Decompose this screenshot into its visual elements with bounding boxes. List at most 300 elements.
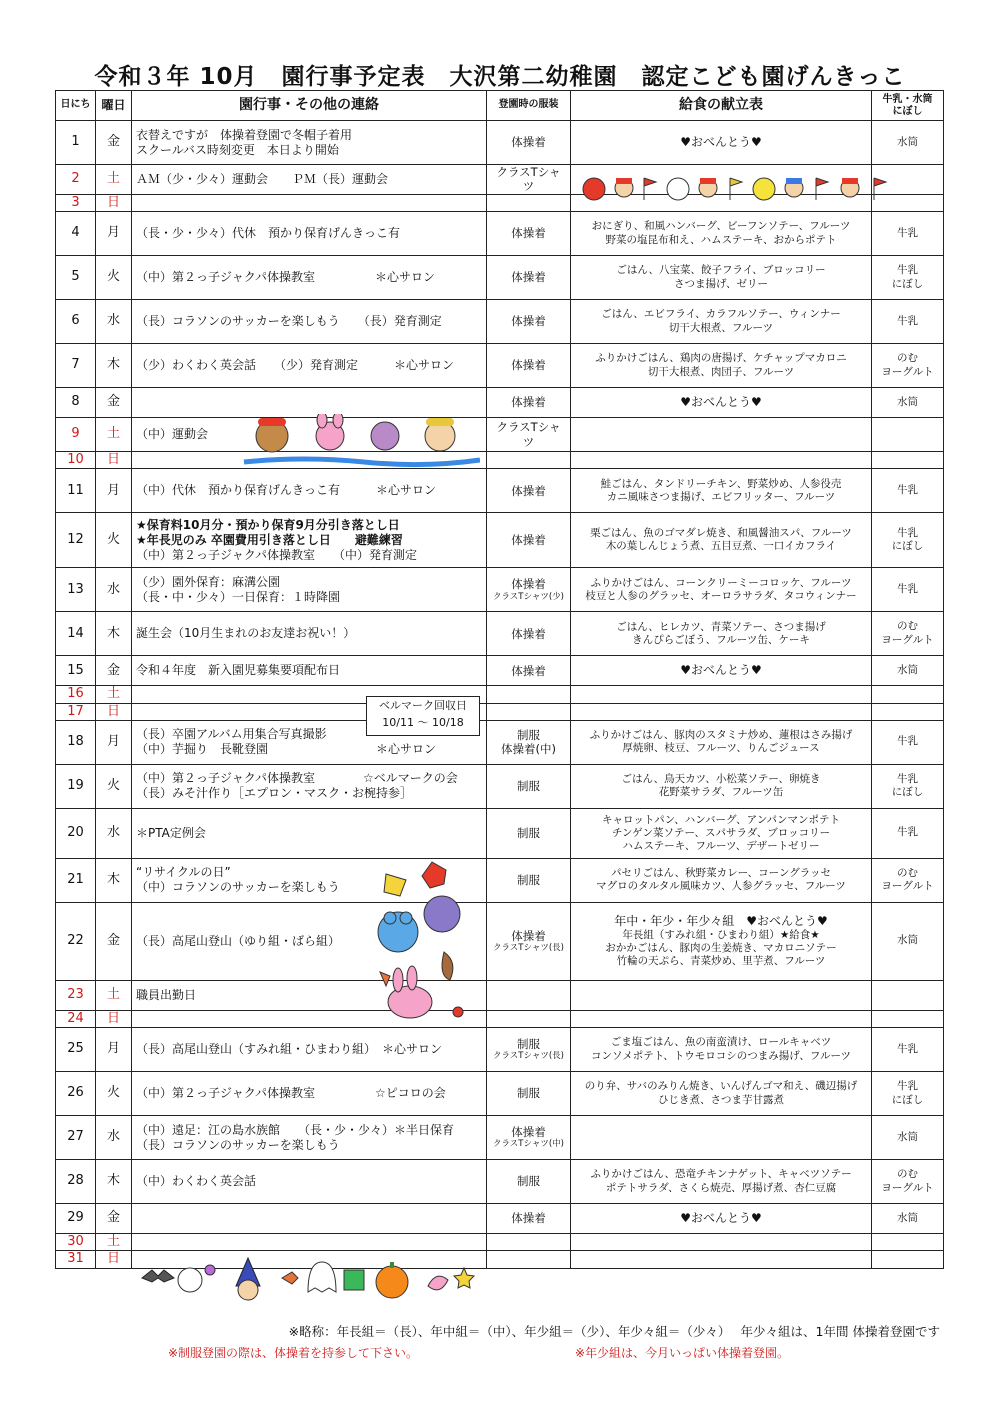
day-cell: 4 [56, 212, 96, 256]
events-cell [132, 808, 487, 858]
menu-line: ごはん、エビフライ、カラフルソテー、ウィンナー [601, 308, 841, 321]
dress-subtext: クラスTシャツ(中) [493, 1139, 564, 1150]
milk-cell: 牛乳 [872, 1028, 944, 1072]
milk-cell: 水筒 [872, 121, 944, 165]
milk-cell: のむ ヨーグルト [872, 344, 944, 388]
weekday-cell: 月 [96, 720, 132, 764]
day-cell: 19 [56, 764, 96, 808]
dress-cell [487, 858, 571, 902]
dress-cell [487, 418, 571, 452]
events-cell [132, 1072, 487, 1116]
day-cell: 7 [56, 344, 96, 388]
day-cell: 3 [56, 194, 96, 211]
milk-cell: 牛乳 [872, 720, 944, 764]
dress-text: 体操着 [511, 928, 546, 943]
dress-text: 制服 体操着(中) [501, 727, 556, 757]
dress-cell [487, 121, 571, 165]
milk-cell: のむ ヨーグルト [872, 1160, 944, 1204]
menu-line: 切干大根煮、肉団子、フルーツ [647, 365, 795, 378]
milk-cell [872, 686, 944, 703]
header-menu: 給食の献立表 [571, 91, 872, 121]
weekday-cell: 土 [96, 165, 132, 195]
events-cell [132, 764, 487, 808]
dress-text: 制服 [517, 826, 540, 841]
menu-line: ひじき煮、さつま芋甘露煮 [658, 1093, 784, 1106]
dress-cell [487, 1204, 571, 1234]
dress-text: 体操着 [511, 533, 546, 548]
dress-cell [487, 1028, 571, 1072]
dress-subtext: クラスTシャツ(長) [493, 943, 564, 954]
weekday-cell: 水 [96, 300, 132, 344]
events-cell [132, 256, 487, 300]
table-row [56, 1010, 944, 1027]
dress-text: 体操着 [511, 226, 546, 241]
milk-cell: 牛乳 [872, 300, 944, 344]
table-row [56, 469, 944, 513]
menu-line: 年長組（すみれ組・ひまわり組）★給食★ [622, 929, 820, 942]
weekday-cell: 木 [96, 612, 132, 656]
menu-line: ふりかけごはん、恐竜チキンナゲット、キャベツソテー [590, 1168, 852, 1181]
event-line: （中）運動会 [136, 427, 209, 441]
table-row [56, 686, 944, 703]
menu-line: ♥おべんとう♥ [680, 1211, 762, 1225]
weekday-cell: 水 [96, 568, 132, 612]
dress-text: クラスTシャツ [496, 165, 561, 194]
menu-line: 鮭ごはん、タンドリーチキン、野菜炒め、人参役売 [600, 477, 842, 490]
dress-text: 体操着 [511, 1125, 546, 1139]
event-line: （中）遠足：江の島水族館 （長・少・少々）＊半日保育 [136, 1122, 455, 1137]
dress-cell [487, 612, 571, 656]
dress-cell [487, 1251, 571, 1268]
menu-cell [571, 212, 872, 256]
menu-line: ごはん、八宝菜、餃子フライ、ブロッコリー [616, 264, 826, 277]
weekday-cell: 金 [96, 121, 132, 165]
table-row [56, 1028, 944, 1072]
table-row [56, 656, 944, 686]
menu-cell [571, 344, 872, 388]
milk-cell: 牛乳 にぼし [872, 256, 944, 300]
page-title: 令和３年 10月 園行事予定表 大沢第二幼稚園 認定こども園げんきっこ [94, 64, 906, 90]
dress-cell [487, 1116, 571, 1160]
event-line: 誕生会（10月生まれのお友達お祝い！） [136, 626, 356, 641]
milk-cell: 水筒 [872, 1204, 944, 1234]
menu-line: おにぎり、和風ハンバーグ、ビーフンソテー、フルーツ [591, 220, 851, 233]
weekday-cell: 日 [96, 703, 132, 720]
schedule-body [56, 121, 944, 1269]
milk-cell: 牛乳 にぼし [872, 513, 944, 568]
menu-line: のり弁、サバのみりん焼き、いんげんゴマ和え、磯辺揚げ [584, 1080, 858, 1093]
day-cell: 25 [56, 1028, 96, 1072]
milk-cell: 牛乳 [872, 469, 944, 513]
event-line: （長）コラソンのサッカーを楽しもう [136, 1137, 340, 1152]
menu-cell [571, 980, 872, 1010]
weekday-cell: 火 [96, 513, 132, 568]
table-row [56, 703, 944, 720]
menu-line: ♥おべんとう♥ [680, 663, 762, 678]
menu-cell [571, 452, 872, 469]
menu-cell [571, 418, 872, 452]
weekday-cell: 日 [96, 452, 132, 469]
menu-line: ごはん、ヒレカツ、青菜ソテー、さつま揚げ [616, 620, 826, 633]
weekday-cell: 土 [96, 1234, 132, 1251]
events-cell [132, 656, 487, 686]
events-cell [132, 1160, 487, 1204]
milk-cell: 牛乳 [872, 568, 944, 612]
event-line: 衣替えですが 体操着登園で冬帽子着用 [136, 127, 353, 142]
table-row [56, 980, 944, 1010]
dress-cell [487, 1160, 571, 1204]
dress-subtext: クラスTシャツ(長) [493, 1051, 564, 1062]
table-row [56, 121, 944, 165]
bellmark-notice [366, 696, 480, 736]
table-row [56, 1160, 944, 1204]
dress-cell [487, 720, 571, 764]
milk-cell: のむ ヨーグルト [872, 612, 944, 656]
menu-cell [571, 256, 872, 300]
table-row [56, 720, 944, 764]
weekday-cell: 水 [96, 808, 132, 858]
table-row [56, 1234, 944, 1251]
table-row [56, 1116, 944, 1160]
menu-cell [571, 388, 872, 418]
weekday-cell: 金 [96, 656, 132, 686]
events-cell [132, 1234, 487, 1251]
day-cell: 20 [56, 808, 96, 858]
day-cell: 15 [56, 656, 96, 686]
table-row [56, 300, 944, 344]
milk-cell [872, 1251, 944, 1268]
day-cell: 1 [56, 121, 96, 165]
table-row [56, 388, 944, 418]
dress-cell [487, 568, 571, 612]
table-row [56, 212, 944, 256]
milk-cell [872, 703, 944, 720]
event-line: ★年長児のみ 卒園費用引き落とし日 避難練習 [136, 532, 403, 547]
footer-younger-note: ※年少組は、今月いっぱい体操着登園。 [575, 1346, 790, 1360]
dress-text: 制服 [517, 779, 540, 794]
menu-line: ごはん、鳥天カツ、小松菜ソテー、卵焼き [621, 773, 821, 786]
events-cell [132, 344, 487, 388]
weekday-cell: 木 [96, 344, 132, 388]
bellmark-title: ベルマーク回収日 [379, 699, 467, 712]
dress-cell [487, 513, 571, 568]
menu-cell [571, 720, 872, 764]
event-line: （中）コラソンのサッカーを楽しもう [136, 880, 340, 895]
milk-cell: 牛乳 にぼし [872, 1072, 944, 1116]
menu-cell [571, 858, 872, 902]
header-dow: 曜日 [96, 91, 132, 121]
milk-cell [872, 1010, 944, 1027]
dress-text: 体操着 [511, 135, 546, 150]
weekday-cell: 月 [96, 212, 132, 256]
menu-cell [571, 121, 872, 165]
menu-line: マグロのタルタル風味カツ、人参グラッセ、フルーツ [596, 880, 846, 893]
menu-line: ポテトサラダ、さくら焼売、厚揚げ煮、杏仁豆腐 [605, 1181, 837, 1194]
day-cell: 16 [56, 686, 96, 703]
menu-line: キャロットパン、ハンバーグ、アンパンマンポテト [602, 813, 840, 826]
event-line: （長）コラソンのサッカーを楽しもう （長）発育測定 [136, 314, 442, 328]
dress-cell [487, 344, 571, 388]
day-cell: 26 [56, 1072, 96, 1116]
events-cell [132, 568, 487, 612]
event-line: （長）みそ汁作り［エプロン・マスク・お椀持参］ [136, 786, 413, 801]
menu-line: チンゲン菜ソテー、スパサラダ、ブロッコリー [611, 826, 831, 839]
table-row [56, 902, 944, 980]
menu-line: おかかごはん、豚肉の生姜焼き、マカロニソテー [605, 942, 837, 955]
menu-cell [571, 1204, 872, 1234]
menu-line: ふりかけごはん、鶏肉の唐揚げ、ケチャップマカロニ [595, 352, 847, 365]
menu-cell [571, 612, 872, 656]
milk-cell: 水筒 [872, 1116, 944, 1160]
dress-cell [487, 469, 571, 513]
menu-cell [571, 686, 872, 703]
event-line: （長）卒園アルバム用集合写真撮影 [136, 727, 327, 742]
table-row [56, 256, 944, 300]
day-cell: 6 [56, 300, 96, 344]
menu-line: コンソメポテト、トウモロコシのつまみ揚げ、フルーツ [590, 1049, 852, 1062]
dress-text: 体操着 [511, 314, 546, 329]
dress-text: クラスTシャツ [496, 420, 561, 449]
day-cell: 13 [56, 568, 96, 612]
milk-cell [872, 1234, 944, 1251]
header-events: 園行事・その他の連絡 [132, 91, 487, 121]
event-line: （長）高尾山登山（ゆり組・ばら組） [136, 933, 341, 948]
children-parade-decoration [240, 414, 480, 476]
events-cell [132, 612, 487, 656]
menu-cell [571, 1028, 872, 1072]
menu-line: 年中・年少・年少々組 ♥おべんとう♥ [614, 914, 828, 929]
event-line: （長・少・少々）代休 預かり保育げんきっこ有 [136, 226, 401, 240]
dress-text: 体操着 [511, 270, 546, 285]
weekday-cell: 火 [96, 764, 132, 808]
weekday-cell: 土 [96, 686, 132, 703]
dress-text: 制服 [517, 873, 540, 888]
dress-cell [487, 452, 571, 469]
weekday-cell: 金 [96, 388, 132, 418]
menu-line: 花野菜サラダ、フルーツ缶 [658, 786, 784, 799]
table-row [56, 612, 944, 656]
events-cell [132, 1116, 487, 1160]
menu-cell [571, 469, 872, 513]
day-cell: 21 [56, 858, 96, 902]
menu-cell [571, 902, 872, 980]
events-cell [132, 121, 487, 165]
dress-cell [487, 212, 571, 256]
event-line: ＡＭ（少・少々）運動会 ＰＭ（長）運動会 [136, 171, 389, 186]
table-row [56, 513, 944, 568]
menu-cell [571, 808, 872, 858]
dress-cell [487, 165, 571, 195]
menu-line: 栗ごはん、魚のゴマダレ焼き、和風醤油スパ、フルーツ [590, 527, 852, 540]
dress-text: 制服 [517, 1037, 540, 1051]
menu-line: ふりかけごはん、コーンクリーミーコロッケ、フルーツ [590, 576, 852, 589]
event-line: （中）第２っ子ジャクパ体操教室 ＊心サロン [136, 270, 436, 284]
milk-cell [872, 418, 944, 452]
event-line: （中）芋掘り 長靴登園 ＊心サロン [136, 742, 437, 757]
menu-cell [571, 1251, 872, 1268]
weekday-cell: 金 [96, 1204, 132, 1234]
table-row [56, 418, 944, 452]
events-cell [132, 388, 487, 418]
menu-line: ♥おべんとう♥ [680, 135, 762, 149]
day-cell: 17 [56, 703, 96, 720]
dress-text: 体操着 [511, 1211, 546, 1226]
table-row [56, 1072, 944, 1116]
menu-line: パセリごはん、秋野菜カレー、コーングラッセ [610, 867, 832, 880]
dress-text: 制服 [517, 1174, 540, 1189]
milk-cell: 牛乳 にぼし [872, 764, 944, 808]
menu-line: 切干大根煮、フルーツ [668, 321, 774, 334]
dress-subtext: クラスTシャツ(少) [493, 591, 564, 602]
menu-line: さつま揚げ、ゼリー [673, 277, 769, 290]
weekday-cell: 火 [96, 256, 132, 300]
event-line: （中）わくわく英会話 [136, 1174, 257, 1188]
weekday-cell: 土 [96, 418, 132, 452]
dress-text: 体操着 [511, 626, 546, 641]
weekday-cell: 木 [96, 1160, 132, 1204]
event-line: （中）代休 預かり保育げんきっこ有 ＊心サロン [136, 483, 437, 498]
menu-cell [571, 300, 872, 344]
menu-cell [571, 1010, 872, 1027]
day-cell: 31 [56, 1251, 96, 1268]
weekday-cell: 火 [96, 1072, 132, 1116]
event-line: （中）第２っ子ジャクパ体操教室 ☆ベルマークの会 [136, 771, 458, 786]
event-line: ＊PTA定例会 [136, 825, 206, 840]
dress-cell [487, 703, 571, 720]
dress-text: 体操着 [511, 358, 546, 373]
event-line: ★保育料10月分・預かり保育9月分引き落とし日 [136, 517, 400, 532]
day-cell: 22 [56, 902, 96, 980]
day-cell: 23 [56, 980, 96, 1010]
header-dress: 登園時の服装 [487, 91, 571, 121]
weekday-cell: 日 [96, 1010, 132, 1027]
footer-abbreviations: ※略称：年長組＝（長）、年中組＝（中）、年少組＝（少）、年少々組＝（少々） 年少々組は、1年間 体操着登園です [288, 1324, 940, 1339]
event-line: スクールバス時刻変更 本日より開始 [136, 142, 339, 157]
milk-cell [872, 452, 944, 469]
day-cell: 9 [56, 418, 96, 452]
menu-line: ごま塩ごはん、魚の南蛮漬け、ロールキャベツ [610, 1036, 832, 1049]
menu-cell [571, 764, 872, 808]
table-row [56, 452, 944, 469]
event-line: （少）園外保育：麻溝公園 [136, 574, 281, 589]
table-row [56, 344, 944, 388]
dress-text: 体操着 [511, 395, 546, 410]
milk-cell: のむ ヨーグルト [872, 858, 944, 902]
events-cell [132, 1028, 487, 1072]
dress-cell [487, 1072, 571, 1116]
events-cell [132, 1204, 487, 1234]
day-cell: 14 [56, 612, 96, 656]
event-line: 令和４年度 新入園児募集要項配布日 [136, 663, 341, 678]
milk-cell: 水筒 [872, 902, 944, 980]
halloween-decoration [138, 1256, 480, 1302]
day-cell: 18 [56, 720, 96, 764]
weekday-cell: 水 [96, 1116, 132, 1160]
menu-line: カニ風味さつま揚げ、エビフリッター、フルーツ [606, 490, 836, 503]
dress-cell [487, 808, 571, 858]
milk-cell: 水筒 [872, 388, 944, 418]
day-cell: 10 [56, 452, 96, 469]
event-line: （中）第２っ子ジャクパ体操教室 （中）発育測定 [136, 547, 418, 562]
milk-cell: 牛乳 [872, 212, 944, 256]
dress-cell [487, 902, 571, 980]
event-line: （長）高尾山登山（すみれ組・ひまわり組） ＊心サロン [136, 1042, 443, 1056]
day-cell: 28 [56, 1160, 96, 1204]
day-cell: 30 [56, 1234, 96, 1251]
menu-cell [571, 568, 872, 612]
menu-line: 竹輪の天ぷら、青菜炒め、里芋煮、フルーツ [616, 955, 826, 968]
day-cell: 2 [56, 165, 96, 195]
events-cell [132, 300, 487, 344]
dress-cell [487, 194, 571, 211]
menu-cell [571, 1116, 872, 1160]
dress-text: 体操着 [511, 663, 546, 678]
event-line: （中）第２っ子ジャクパ体操教室 ☆ピコロの会 [136, 1086, 446, 1100]
menu-cell [571, 1234, 872, 1251]
dress-cell [487, 764, 571, 808]
dress-cell [487, 388, 571, 418]
table-row [56, 858, 944, 902]
menu-line: ふりかけごはん、豚肉のスタミナ炒め、蓮根はさみ揚げ [589, 729, 853, 742]
dress-cell [487, 1234, 571, 1251]
menu-line: ♥おべんとう♥ [680, 395, 762, 409]
menu-line: ハムステーキ、フルーツ、デザートゼリー [622, 839, 820, 852]
menu-line: 枝豆と人参のグラッセ、オーロラサラダ、タコウィンナー [585, 589, 857, 602]
weekday-cell: 木 [96, 858, 132, 902]
weekday-cell: 月 [96, 1028, 132, 1072]
schedule-table [55, 90, 944, 1269]
footer-uniform-note: ※制服登園の際は、体操着を持参して下さい。 [168, 1346, 419, 1360]
weekday-cell: 月 [96, 469, 132, 513]
table-row [56, 568, 944, 612]
header-milk: 牛乳・水筒 にぼし [872, 91, 944, 121]
table-row [56, 764, 944, 808]
day-cell: 24 [56, 1010, 96, 1027]
menu-line: 木の葉しんじょう煮、五目豆煮、一口イカフライ [605, 540, 837, 553]
table-row [56, 1204, 944, 1234]
dress-text: 制服 [517, 1086, 540, 1101]
event-line: （少）わくわく英会話 （少）発育測定 ＊心サロン [136, 358, 455, 372]
menu-line: 野菜の塩昆布和え、ハムステーキ、おからポテト [605, 233, 837, 246]
dress-text: 体操着 [511, 577, 546, 592]
weekday-cell: 金 [96, 902, 132, 980]
dress-cell [487, 256, 571, 300]
dress-cell [487, 656, 571, 686]
day-cell: 5 [56, 256, 96, 300]
dress-text: 体操着 [511, 483, 546, 498]
day-cell: 29 [56, 1204, 96, 1234]
menu-line: 厚焼卵、枝豆、フルーツ、りんごジュース [622, 742, 820, 755]
menu-line: きんぴらごぼう、フルーツ缶、ケーキ [632, 633, 810, 646]
event-line: 職員出勤日 [136, 987, 197, 1002]
dress-cell [487, 300, 571, 344]
dress-cell [487, 1010, 571, 1027]
autumn-leaves-decoration [372, 852, 472, 1032]
day-cell: 12 [56, 513, 96, 568]
event-line: （長・中・少々）一日保育：１時降園 [136, 589, 341, 604]
bellmark-dates: 10/11 ～ 10/18 [382, 716, 464, 729]
events-cell [132, 513, 487, 568]
header-day: 日にち [56, 91, 96, 121]
menu-cell [571, 1160, 872, 1204]
day-cell: 27 [56, 1116, 96, 1160]
table-row [56, 808, 944, 858]
event-line: “リサイクルの日” [136, 865, 231, 880]
weekday-cell: 土 [96, 980, 132, 1010]
menu-cell [571, 656, 872, 686]
dress-cell [487, 980, 571, 1010]
milk-cell: 水筒 [872, 656, 944, 686]
